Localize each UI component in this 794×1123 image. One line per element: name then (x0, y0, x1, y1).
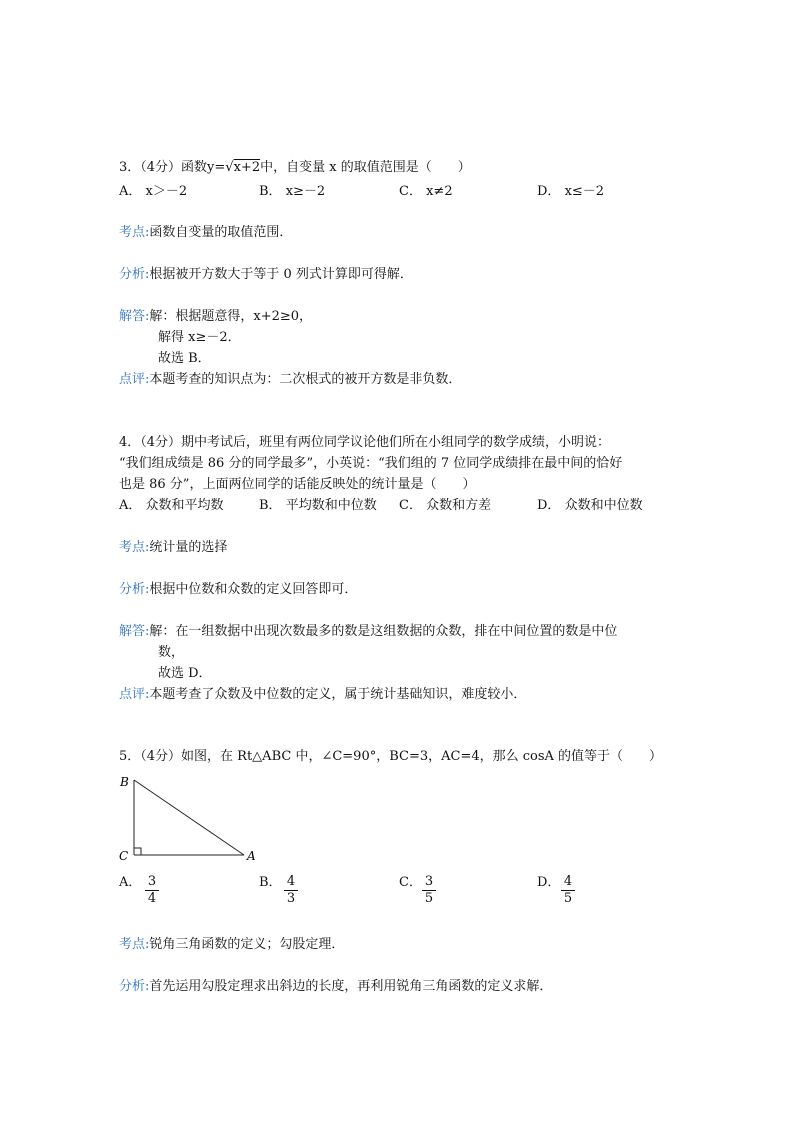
q4-option-b: B． 平均数和中位数 (259, 498, 377, 513)
q3-jieda-line2: 解得 x≥－2． (158, 330, 241, 345)
q4-option-a: A． 众数和平均数 (119, 498, 224, 513)
vertex-a-label: A (247, 849, 256, 863)
q3-option-d: D． x≤－2 (537, 184, 605, 199)
dianping-tag: 点评: (119, 687, 150, 702)
jieda-tag: 解答: (119, 624, 150, 639)
q3-kaodian: 考点:函数自变量的取值范围． (119, 225, 293, 240)
jieda-tag: 解答: (119, 309, 150, 324)
q4-jieda-line2: 数， (158, 645, 185, 660)
q4-dianping: 点评:本题考查了众数及中位数的定义，属于统计基础知识，难度较小． (119, 687, 527, 702)
q4-stem-line1: 4．（4分）期中考试后，班里有两位同学议论他们所在小组同学的数学成绩，小明说： (119, 435, 611, 450)
q5-option-c-label: C． (399, 875, 422, 890)
q5-option-c-fraction: $\frac{3}{5}$ (422, 874, 436, 907)
q5-option-a-label: A． (119, 875, 142, 890)
kaodian-tag: 考点: (119, 225, 150, 240)
q5-option-a-fraction: $\frac{3}{4}$ (145, 874, 159, 907)
q3-stem (119, 159, 471, 177)
q4-option-d: D． 众数和中位数 (537, 498, 643, 513)
dianping-tag: 点评: (119, 372, 150, 387)
q4-kaodian: 考点:统计量的选择 (119, 540, 228, 555)
vertex-c-label: C (119, 849, 129, 863)
q5-option-b-fraction: $\frac{4}{3}$ (284, 874, 298, 907)
sqrt-icon: √ (225, 160, 234, 175)
q3-dianping: 点评:本题考查的知识点为：二次根式的被开方数是非负数． (119, 372, 462, 387)
triangle-figure (112, 772, 272, 872)
q3-jieda-line3: 故选 B． (158, 351, 211, 366)
fenxi-tag: 分析: (119, 582, 150, 597)
q5-kaodian: 考点:锐角三角函数的定义；勾股定理． (119, 937, 345, 952)
side-ab (134, 780, 244, 855)
q4-stem-line2: “我们组成绩是 86 分的同学最多”，小英说：“我们组的 7 位同学成绩排在最中间的恰好 (119, 456, 623, 471)
kaodian-tag: 考点: (119, 937, 150, 952)
q4-stem-line3: 也是 86 分”，上面两位同学的话能反映处的统计量是（ ） (119, 477, 476, 492)
q4-option-c: C． 众数和方差 (399, 498, 492, 513)
right-angle-mark (134, 848, 141, 855)
q5-option-d-label: D． (537, 875, 561, 890)
q5-option-d-fraction: $\frac{4}{5}$ (561, 874, 575, 907)
q5-fenxi: 分析:首先运用勾股定理求出斜边的长度，再利用锐角三角函数的定义求解． (119, 979, 553, 994)
q5-stem: 5．（4分）如图，在 Rt△ABC 中，∠C=90°，BC=3，AC=4，那么 cosA 的值等于（ ） (119, 749, 663, 764)
q4-jieda-line3: 故选 D． (158, 666, 212, 681)
q4-fenxi: 分析:根据中位数和众数的定义回答即可． (119, 582, 358, 597)
fenxi-tag: 分析: (119, 979, 150, 994)
fenxi-tag: 分析: (119, 267, 150, 282)
kaodian-tag: 考点: (119, 540, 150, 555)
q3-option-a: A． x＞－2 (119, 184, 188, 199)
q3-stem-pre: 3．（4分）函数 (119, 160, 208, 175)
q3-stem-func: y= (207, 160, 226, 175)
q3-option-c: C． x≠2 (399, 184, 453, 199)
q3-fenxi: 分析:根据被开方数大于等于 0 列式计算即可得解． (119, 267, 413, 282)
q4-jieda: 解答:解：在一组数据中出现次数最多的数是这组数据的众数，排在中间位置的数是中位 (119, 624, 618, 639)
vertex-b-label: B (120, 775, 129, 789)
q5-option-b-label: B． (259, 875, 282, 890)
q3-option-b: B． x≥－2 (259, 184, 326, 199)
q3-stem-post: 中，自变量 x 的取值范围是（ ） (260, 160, 471, 175)
q3-jieda: 解答:解：根据题意得，x+2≥0， (119, 309, 313, 324)
q3-stem-radicand: x+2 (233, 160, 261, 175)
